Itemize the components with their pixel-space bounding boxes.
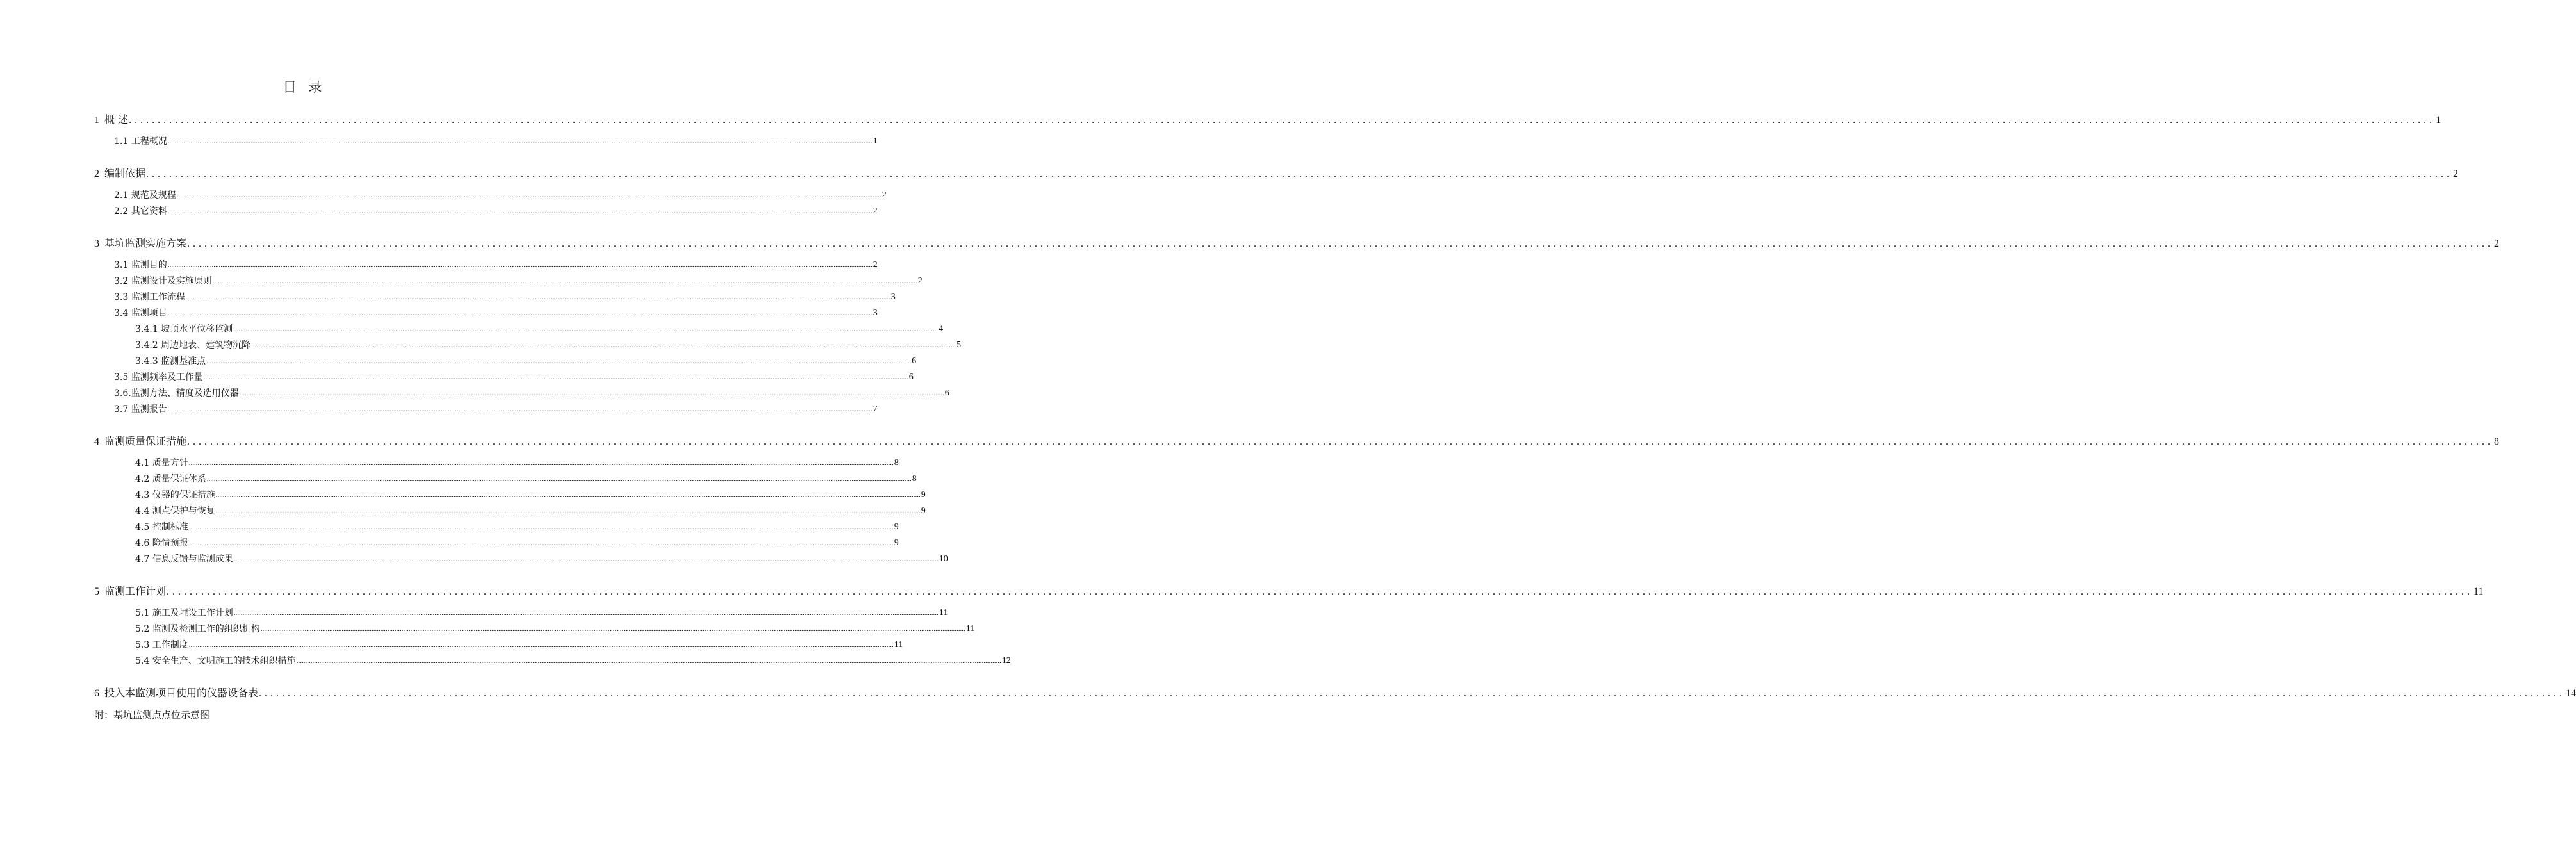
toc-page-number: 9 (894, 538, 899, 548)
toc-page-number: 6 (944, 388, 949, 398)
toc-dot-leader: ................................................................................................................................................................................................................................................................................................................................................................................................................ (176, 192, 882, 199)
toc-dot-leader: ................................................................................................................................................................................................................................................................................................................................................................................................................ (167, 406, 873, 413)
toc-dot-leader: ................................................................................................................................................................................................................................................................................................................................................................................................................ (146, 168, 2453, 179)
toc-dot-leader: ................................................................................................................................................................................................................................................................................................................................................................................................................ (188, 523, 894, 531)
toc-dot-leader: ................................................................................................................................................................................................................................................................................................................................................................................................................ (187, 238, 2494, 249)
toc-dot-leader: ................................................................................................................................................................................................................................................................................................................................................................................................................ (215, 491, 921, 499)
toc-dot-leader: ................................................................................................................................................................................................................................................................................................................................................................................................................ (259, 688, 2566, 699)
toc-entry-text: 监测质量保证措施 (104, 435, 187, 447)
toc-entry-label: 2.2 其它资料 (114, 206, 167, 217)
toc-entry[interactable] (94, 167, 2459, 181)
toc-page-number: 12 (1001, 656, 1011, 666)
toc-dot-leader: ................................................................................................................................................................................................................................................................................................................................................................................................................ (167, 309, 873, 317)
toc-dot-leader: ................................................................................................................................................................................................................................................................................................................................................................................................................ (167, 138, 873, 145)
toc-entry[interactable] (94, 434, 2500, 449)
toc-entry-number: 6 (94, 688, 99, 699)
toc-page-number: 8 (894, 458, 899, 468)
toc-dot-leader: ................................................................................................................................................................................................................................................................................................................................................................................................................ (167, 208, 873, 215)
toc-entry[interactable] (114, 259, 878, 272)
toc-dot-leader: ................................................................................................................................................................................................................................................................................................................................................................................................................ (167, 261, 873, 269)
toc-entry[interactable] (114, 135, 878, 148)
toc-entry-number: 4 (94, 436, 99, 447)
toc-entry-label: 5.4 安全生产、文明施工的技术组织措施 (135, 656, 296, 666)
toc-dot-leader: ................................................................................................................................................................................................................................................................................................................................................................................................................ (212, 277, 917, 285)
toc-page-number: 1 (873, 136, 878, 146)
toc-entry[interactable] (94, 236, 2500, 251)
toc-page-number: 5 (956, 340, 962, 350)
toc-dot-leader: ................................................................................................................................................................................................................................................................................................................................................................................................................ (260, 625, 965, 633)
toc-page-number: 4 (939, 324, 944, 334)
toc-dot-leader: ................................................................................................................................................................................................................................................................................................................................................................................................................ (215, 507, 921, 515)
toc-entry[interactable] (114, 189, 887, 202)
toc-entry-number: 1 (94, 115, 99, 126)
toc-dot-leader: ................................................................................................................................................................................................................................................................................................................................................................................................................ (233, 325, 939, 333)
toc-entry-label: 2.1 规范及规程 (114, 190, 176, 201)
toc-dot-leader: ................................................................................................................................................................................................................................................................................................................................................................................................................ (167, 586, 2473, 597)
toc-entry-label: 3.5 监测频率及工作量 (114, 372, 203, 382)
toc-entry-label: 4.7 信息反馈与监测成果 (135, 554, 233, 564)
toc-entry[interactable] (114, 307, 878, 320)
toc-dot-leader: ................................................................................................................................................................................................................................................................................................................................................................................................................ (187, 436, 2494, 447)
toc-entry[interactable] (135, 489, 926, 502)
toc-entry[interactable] (94, 686, 2576, 701)
toc-entry-label: 3.4.2 周边地表、建筑物沉降 (135, 340, 251, 350)
toc-dot-leader: ................................................................................................................................................................................................................................................................................................................................................................................................................ (188, 539, 894, 547)
toc-entry-text: 监测工作计划 (104, 585, 167, 597)
toc-entry-label: 5.3 工作制度 (135, 640, 188, 650)
toc-page-number: 6 (912, 356, 917, 366)
toc-entry[interactable] (135, 655, 1011, 668)
toc-dot-leader: ................................................................................................................................................................................................................................................................................................................................................................................................................ (188, 459, 894, 467)
toc-entry-label (94, 113, 128, 127)
toc-entry[interactable] (135, 339, 962, 352)
toc-dot-leader: ................................................................................................................................................................................................................................................................................................................................................................................................................ (203, 373, 908, 381)
toc-dot-leader: ................................................................................................................................................................................................................................................................................................................................................................................................................ (129, 115, 2436, 126)
toc-entry-label: 3.4 监测项目 (114, 308, 167, 318)
toc-dot-leader: ................................................................................................................................................................................................................................................................................................................................................................................................................ (233, 555, 939, 563)
toc-entry-label (94, 686, 258, 701)
toc-entry[interactable] (135, 623, 975, 636)
toc-entry[interactable] (114, 387, 949, 400)
toc-page-number: 11 (2473, 586, 2484, 597)
toc-dot-leader: ................................................................................................................................................................................................................................................................................................................................................................................................................ (251, 341, 956, 349)
toc-entry-label: 3.6.监测方法、精度及选用仪器 (114, 388, 239, 398)
toc-dot-leader: ................................................................................................................................................................................................................................................................................................................................................................................................................ (206, 475, 912, 483)
toc-page-number: 9 (921, 506, 926, 516)
toc-page-number: 2 (2453, 168, 2459, 179)
toc-dot-leader: ................................................................................................................................................................................................................................................................................................................................................................................................................ (233, 609, 939, 617)
toc-entry[interactable] (114, 205, 878, 218)
toc-page-number: 8 (912, 474, 917, 484)
toc-entry-label (94, 167, 145, 181)
toc-entry-label: 4.1 质量方针 (135, 458, 188, 468)
toc-entry[interactable] (114, 275, 923, 288)
toc-page-number: 9 (894, 522, 899, 532)
toc-entry-label: 4.6 险情预报 (135, 538, 188, 548)
toc-entry-label: 4.2 质量保证体系 (135, 474, 206, 484)
toc-entry[interactable] (135, 473, 917, 486)
toc-entry-label: 3.4.1 坡顶水平位移监测 (135, 324, 233, 334)
toc-dot-leader: ................................................................................................................................................................................................................................................................................................................................................................................................................ (239, 390, 944, 397)
toc-entry-label: 4.3 仪器的保证措施 (135, 490, 215, 500)
toc-entry-number: 3 (94, 238, 99, 249)
toc-entry-label (94, 236, 186, 251)
toc-entry-label (94, 584, 166, 599)
toc-entry-label: 3.3 监测工作流程 (114, 292, 185, 302)
toc-page-number: 11 (965, 624, 975, 634)
toc-entry-label (94, 434, 186, 449)
toc-entry-number: 5 (94, 586, 99, 597)
toc-page-number: 2 (873, 260, 878, 270)
toc-entry[interactable] (135, 537, 899, 550)
toc-page-number: 11 (939, 608, 948, 618)
toc-page-number: 3 (890, 292, 896, 302)
toc-entry-label: 3.2 监测设计及实施原则 (114, 276, 212, 286)
toc-page-number: 11 (894, 640, 903, 650)
toc-entry[interactable] (135, 553, 948, 566)
toc-entry[interactable] (94, 113, 2441, 127)
toc-page-number: 3 (873, 308, 878, 318)
toc-entry-text: 编制依据 (104, 167, 146, 179)
toc-entry-label: 3.4.3 监测基准点 (135, 356, 206, 366)
toc-entry-label: 3.7 监测报告 (114, 404, 167, 414)
toc-entry-text: 基坑监测实施方案 (104, 237, 187, 249)
toc-entry-text: 概 述 (104, 113, 129, 126)
toc-page-number: 1 (2436, 115, 2441, 126)
toc-dot-leader: ................................................................................................................................................................................................................................................................................................................................................................................................................ (188, 641, 894, 649)
toc-entry-number: 2 (94, 168, 99, 179)
toc-entry[interactable] (114, 403, 878, 416)
toc-entry[interactable] (135, 505, 926, 518)
toc-page-number: 6 (908, 372, 914, 382)
toc-entry-label: 5.2 监测及检测工作的组织机构 (135, 624, 260, 634)
toc-entry[interactable] (114, 291, 896, 304)
toc-page-number: 7 (873, 404, 878, 414)
toc-page-number: 2 (917, 276, 923, 286)
toc-entry-label: 4.5 控制标准 (135, 522, 188, 532)
appendix-note: 附：基坑监测点点位示意图 (94, 709, 210, 721)
toc-entry-label: 4.4 测点保护与恢复 (135, 506, 215, 516)
toc-entry[interactable] (135, 639, 903, 652)
toc-page-number: 9 (921, 490, 926, 500)
toc-entry[interactable] (135, 457, 899, 470)
toc-entry-text: 投入本监测项目使用的仪器设备表 (104, 687, 259, 699)
toc-page-number: 10 (939, 554, 948, 564)
toc-entry[interactable] (135, 355, 917, 368)
toc-dot-leader: ................................................................................................................................................................................................................................................................................................................................................................................................................ (206, 357, 912, 365)
toc-entry[interactable] (114, 371, 914, 384)
toc-dot-leader: ................................................................................................................................................................................................................................................................................................................................................................................................................ (185, 293, 890, 301)
toc-entry-label: 3.1 监测目的 (114, 260, 167, 270)
toc-page-number: 2 (882, 190, 887, 200)
toc-page-number: 2 (873, 206, 878, 216)
toc-entry-label: 1.1 工程概况 (114, 136, 167, 147)
toc-entry[interactable] (94, 584, 2484, 599)
toc-entry[interactable] (135, 607, 948, 619)
toc-page-number: 14 (2566, 688, 2576, 699)
toc-page-number: 8 (2494, 436, 2500, 447)
toc-title: 目 录 (283, 79, 326, 95)
toc-dot-leader: ................................................................................................................................................................................................................................................................................................................................................................................................................ (296, 657, 1001, 665)
toc-entry[interactable] (135, 323, 944, 336)
toc-entry[interactable] (135, 521, 899, 534)
toc-page-number: 2 (2494, 238, 2500, 249)
toc-entry-label: 5.1 施工及埋设工作计划 (135, 608, 233, 618)
